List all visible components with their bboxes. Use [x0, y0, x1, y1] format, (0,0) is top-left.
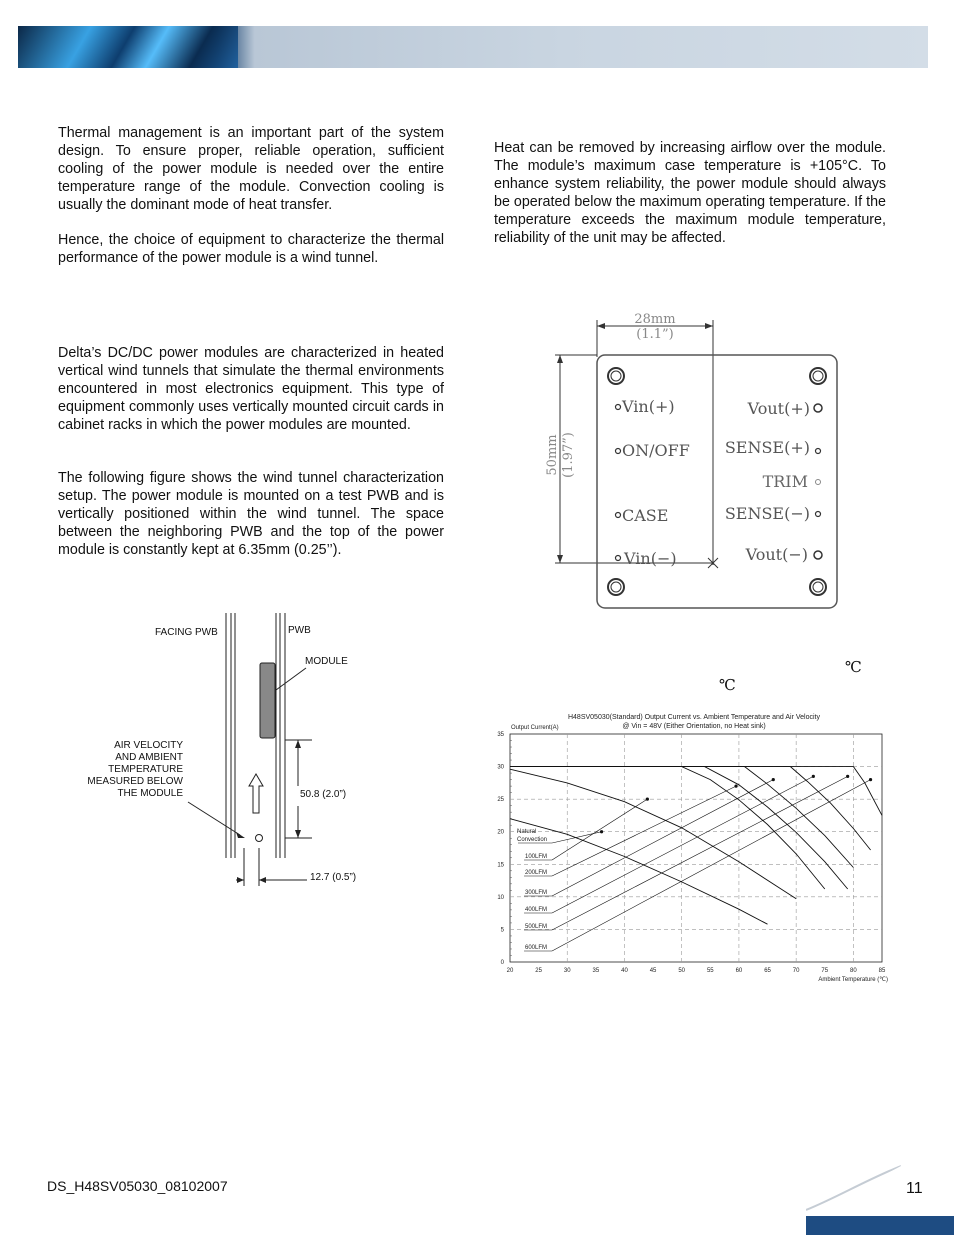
- x-tick-label: 85: [878, 968, 886, 974]
- legend-pointer-head: [646, 798, 649, 801]
- x-tick-label: 65: [764, 968, 771, 974]
- legend-label: 400LFM: [525, 907, 548, 913]
- celsius-mark: ℃: [845, 658, 862, 676]
- legend-pointer: [552, 780, 871, 951]
- air-velocity-line: THE MODULE: [117, 788, 183, 799]
- x-tick-label: 40: [621, 968, 628, 974]
- y-tick-label: 10: [497, 894, 504, 901]
- height-dimension-label: 50.8 (2.0”): [300, 789, 347, 800]
- chart-x-label: Ambient Temperature (℃): [818, 977, 888, 983]
- pin-vin-plus-icon: [616, 405, 621, 410]
- pin-label-sense-minus: SENSE(−): [724, 504, 810, 523]
- legend-label: 100LFM: [525, 854, 548, 860]
- derating-chart: [490, 708, 900, 988]
- x-tick-label: 50: [678, 968, 686, 974]
- legend-pointer: [552, 780, 773, 896]
- pin-sense-minus-icon: [816, 512, 821, 517]
- mounting-hole-icon: [810, 579, 826, 595]
- legend-label: Natural: [517, 829, 537, 835]
- height-mm-label: 50mm: [545, 434, 560, 476]
- measurement-point-icon: [256, 835, 263, 842]
- pin-label-sense-plus: SENSE(+): [724, 438, 810, 457]
- pin-on-off-icon: [616, 449, 621, 454]
- header-photo: [18, 26, 238, 68]
- paragraph-wind-tunnel-choice: Hence, the choice of equipment to characterize the thermal performance of the power module is a wind tunnel.: [58, 232, 444, 266]
- paragraph-figure-description: The following figure shows the wind tunnel characterization setup. The power module is mounted on a test PWB and is vertically positioned within the wind tunnel. The space between the neighboring PWB and the top of the power module is constantly kept at 6.35mm (0.25’’).: [58, 470, 444, 558]
- mounting-hole-icon: [608, 368, 624, 384]
- air-velocity-line: MEASURED BELOW: [87, 776, 183, 787]
- y-tick-label: 30: [497, 764, 504, 771]
- y-tick-label: 25: [497, 797, 504, 804]
- pin-trim-icon: [816, 480, 821, 485]
- mounting-hole-icon: [608, 579, 624, 595]
- pwb-label: PWB: [288, 625, 311, 636]
- paragraph-heat-removal: Heat can be removed by increasing airflow over the module. The module’s maximum case temperature is +105°C. To enhance system reliability, the power module should always be operated below the maximum operating temperature. If the temperature exceeds the maximum module temperature, reliability of the unit may be affected.: [494, 140, 886, 246]
- derating-chart-svg: [490, 708, 900, 988]
- pin-label-vin-minus: Vin(−): [624, 549, 677, 568]
- legend-pointer-head: [846, 775, 849, 778]
- pin-label-case: CASE: [622, 506, 669, 525]
- x-tick-label: 75: [821, 968, 829, 974]
- air-velocity-line: AIR VELOCITY: [114, 740, 183, 751]
- pin-case-icon: [616, 513, 621, 518]
- series-line: [510, 767, 882, 816]
- document-code: DS_H48SV05030_08102007: [47, 1178, 228, 1194]
- legend-pointer-head: [734, 785, 737, 788]
- module-block: [260, 663, 275, 738]
- air-velocity-line: TEMPERATURE: [108, 764, 183, 775]
- x-tick-label: 30: [563, 968, 571, 974]
- footer-swoosh: [806, 1160, 954, 1220]
- legend-pointer: [552, 799, 647, 860]
- x-tick-label: 80: [850, 968, 857, 974]
- pinout-diagram: [530, 305, 850, 615]
- legend-label: 500LFM: [525, 924, 548, 930]
- airflow-arrow-icon: [249, 774, 263, 813]
- pin-sense-plus-icon: [816, 449, 821, 454]
- pin-label-trim: TRIM: [762, 472, 808, 491]
- x-tick-label: 25: [535, 968, 542, 974]
- pin-vin-minus-icon: [616, 556, 621, 561]
- pin-vout-plus-icon: [814, 404, 822, 412]
- y-tick-label: 5: [500, 927, 504, 934]
- legend-pointer-head: [772, 778, 775, 781]
- width-in-label: (1.1”): [636, 327, 674, 342]
- x-tick-label: 20: [506, 968, 514, 974]
- paragraph-characterization: Delta’s DC/DC power modules are characterized in heated vertical wind tunnels that simulate the thermal environments encountered in most electronics equipment. This type of equipment commonly uses vertically mounted circuit cards in cabinet racks in which the power modules are mounted.: [58, 345, 444, 433]
- air-velocity-line: AND AMBIENT: [115, 752, 183, 763]
- series-line: [510, 769, 796, 899]
- chart-y-label: Output Current(A): [511, 725, 559, 731]
- y-tick-label: 20: [497, 829, 504, 836]
- y-tick-label: 0: [500, 960, 504, 966]
- legend-label: 200LFM: [525, 870, 548, 876]
- pinout-figure: [530, 305, 850, 615]
- pin-vout-minus-icon: [814, 551, 822, 559]
- chart-subtitle: @ Vin = 48V (Either Orientation, no Heat sink): [622, 723, 766, 730]
- mounting-hole-icon: [810, 368, 826, 384]
- legend-label: 600LFM: [525, 945, 548, 951]
- series-line: [510, 767, 825, 889]
- pin-label-vout-plus: Vout(+): [747, 399, 810, 418]
- module-label: MODULE: [305, 656, 348, 667]
- celsius-mark: ℃: [719, 676, 736, 694]
- x-tick-label: 45: [649, 968, 657, 974]
- page-number: 11: [906, 1180, 923, 1197]
- x-tick-label: 60: [735, 968, 743, 974]
- series-line: [510, 819, 768, 925]
- x-tick-label: 70: [792, 968, 800, 974]
- chart-plot-frame: [510, 734, 882, 962]
- legend-label: Convection: [517, 837, 548, 843]
- legend-label: 300LFM: [525, 890, 548, 896]
- width-dimension-label: 12.7 (0.5”): [310, 872, 357, 883]
- x-tick-label: 35: [592, 968, 600, 974]
- y-tick-label: 35: [497, 732, 504, 738]
- facing-pwb-label: FACING PWB: [155, 627, 218, 638]
- x-tick-label: 55: [706, 968, 714, 974]
- air-velocity-label: [87, 740, 183, 800]
- legend-pointer-head: [812, 775, 815, 778]
- wind-tunnel-figure: [80, 608, 410, 893]
- chart-title: H48SV05030(Standard) Output Current vs. Ambient Temperature and Air Velocity: [567, 714, 821, 721]
- footer-bar: [806, 1216, 954, 1235]
- height-in-label: (1.97”): [561, 432, 576, 478]
- legend-pointer: [552, 776, 813, 913]
- paragraph-thermal-management: Thermal management is an important part of the system design. To ensure proper, reliable operation, sufficient cooling of the power module is needed over the entire temperature range of the module. Convection cooling is usually the dominant mode of heat transfer.: [58, 125, 444, 213]
- pin-label-vin-plus: Vin(+): [622, 397, 675, 416]
- pin-label-vout-minus: Vout(−): [745, 545, 808, 564]
- pin-label-on-off: ON/OFF: [622, 441, 690, 460]
- legend-pointer-head: [600, 830, 603, 833]
- y-tick-label: 15: [497, 862, 504, 869]
- legend-pointer-head: [869, 778, 872, 781]
- width-mm-label: 28mm: [634, 312, 676, 327]
